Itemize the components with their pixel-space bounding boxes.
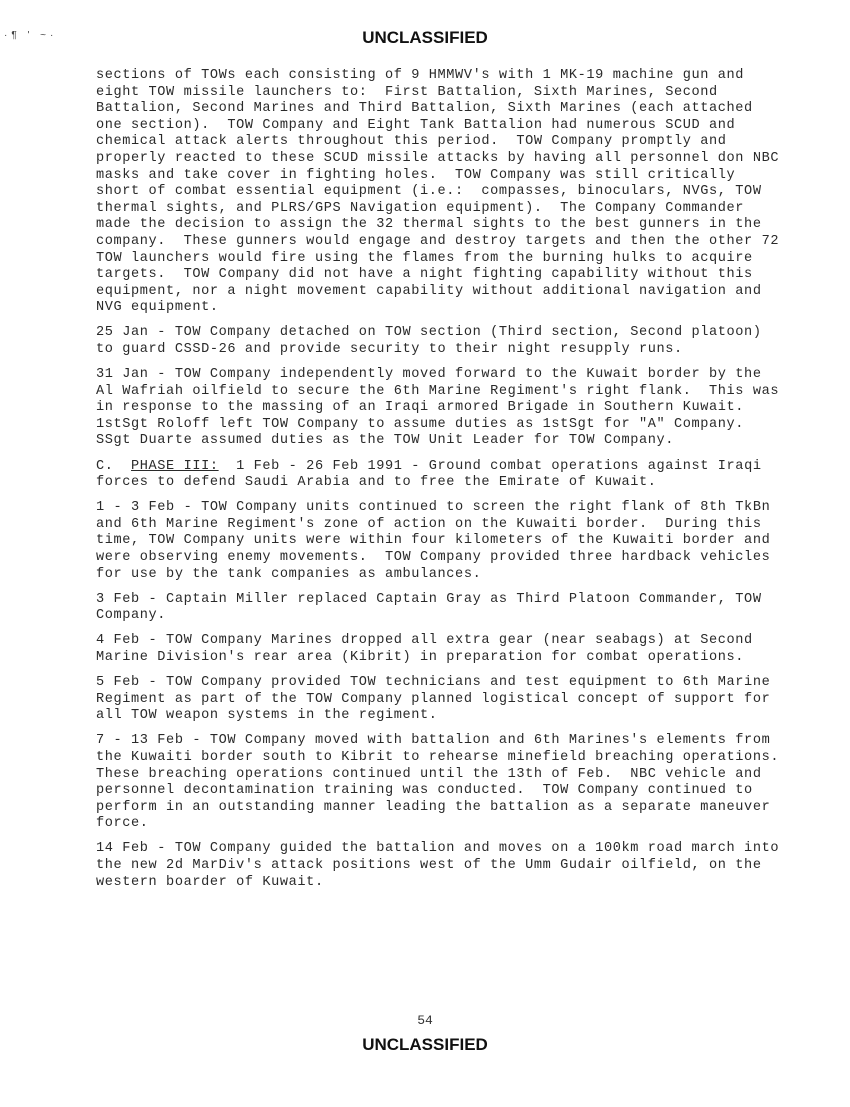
document-body — [96, 68, 816, 900]
text-line: personnel decontamination training was conducted. TOW Company continued to — [96, 783, 753, 799]
text-line: sections of TOWs each consisting of 9 HMMWV's with 1 MK-19 machine gun and — [96, 68, 745, 83]
text-line: 25 Jan - TOW Company detached on TOW section (Third section, Second platoon) — [96, 325, 762, 341]
text-line: Company. — [96, 608, 167, 624]
paragraph — [96, 367, 816, 450]
text-line: 1 - 3 Feb - TOW Company units continued to screen the right flank of 8th TkBn — [96, 500, 771, 516]
paragraph — [96, 733, 816, 833]
text-line: the Kuwaiti border south to Kibrit to rehearse minefield breaching operations. — [96, 749, 780, 765]
paragraph — [96, 325, 816, 358]
text-line: 31 Jan - TOW Company independently moved forward to the Kuwait border by the — [96, 367, 762, 383]
text-line: perform in an outstanding manner leading the battalion as a separate maneuver — [96, 799, 771, 815]
text-line: for use by the tank companies as ambulances. — [96, 566, 482, 582]
text-line: time, TOW Company units were within four kilometers of the Kuwaiti border and — [96, 533, 771, 549]
page-number: 54 — [417, 1013, 433, 1028]
paragraph — [96, 841, 816, 891]
text-line: NVG equipment. — [96, 300, 219, 316]
header-classification: UNCLASSIFIED — [362, 28, 488, 47]
text-line: SSgt Duarte assumed duties as the TOW Unit Leader for TOW Company. — [96, 433, 674, 449]
text-line: were observing enemy movements. TOW Company provided three hardback vehicles — [96, 550, 771, 566]
text-line: made the decision to assign the 32 thermal sights to the best gunners in the — [96, 217, 762, 233]
footer-classification: UNCLASSIFIED — [362, 1035, 488, 1054]
text-line: 5 Feb - TOW Company provided TOW technicians and test equipment to 6th Marine — [96, 675, 771, 691]
text-line: properly reacted to these SCUD missile attacks by having all personnel don NBC — [96, 150, 780, 166]
phase-paragraph — [96, 459, 816, 492]
text-line: eight TOW missile launchers to: First Battalion, Sixth Marines, Second — [96, 84, 718, 100]
text-line: Al Wafriah oilfield to secure the 6th Marine Regiment's right flank. This was — [96, 383, 780, 399]
text-line: and 6th Marine Regiment's zone of action on the Kuwaiti border. During this — [96, 516, 762, 532]
text-line: short of combat essential equipment (i.e.: compasses, binoculars, NVGs, TOW — [96, 184, 762, 200]
text-line: western boarder of Kuwait. — [96, 874, 324, 890]
paragraph — [96, 68, 816, 317]
scan-artifact-marks: ·¶ ' ~· — [4, 30, 58, 41]
text-line: 3 Feb - Captain Miller replaced Captain Gray as Third Platoon Commander, TOW — [96, 591, 762, 607]
text-line: masks and take cover in fighting holes. TOW Company was still critically — [96, 167, 736, 183]
text-line: all TOW weapon systems in the regiment. — [96, 708, 438, 724]
text-line: company. These gunners would engage and destroy targets and then the other 72 — [96, 233, 780, 249]
text-line: Battalion, Second Marines and Third Battalion, Sixth Marines (each attached — [96, 101, 753, 117]
paragraph — [96, 592, 816, 625]
phase-heading: PHASE III: — [131, 458, 219, 474]
text-line: the new 2d MarDiv's attack positions west of the Umm Gudair oilfield, on the — [96, 858, 762, 874]
text-line: to guard CSSD-26 and provide security to their night resupply runs. — [96, 342, 683, 357]
paragraph — [96, 500, 816, 583]
text-line: 1stSgt Roloff left TOW Company to assume duties as 1stSgt for "A" Company. — [96, 416, 745, 432]
phase-text-line: forces to defend Saudi Arabia and to free the Emirate of Kuwait. — [96, 475, 657, 491]
text-line: one section). TOW Company and Eight Tank Battalion had numerous SCUD and — [96, 117, 736, 133]
text-line: equipment, nor a night movement capability without additional navigation and — [96, 283, 762, 299]
paragraph — [96, 675, 816, 725]
phase-prefix: C. — [96, 458, 132, 474]
text-line: 7 - 13 Feb - TOW Company moved with battalion and 6th Marines's elements from — [96, 733, 771, 749]
text-line: thermal sights, and PLRS/GPS Navigation equipment). The Company Commander — [96, 200, 745, 216]
text-line: force. — [96, 816, 149, 832]
phase-text: 1 Feb - 26 Feb 1991 - Ground combat operations against Iraqi — [218, 458, 762, 474]
text-line: TOW launchers would fire using the flames from the burning hulks to acquire — [96, 250, 753, 266]
paragraph — [96, 633, 816, 666]
text-line: These breaching operations continued until the 13th of Feb. NBC vehicle and — [96, 766, 762, 782]
text-line: Marine Division's rear area (Kibrit) in preparation for combat operations. — [96, 650, 745, 665]
text-line: targets. TOW Company did not have a night fighting capability without this — [96, 267, 753, 283]
text-line: 14 Feb - TOW Company guided the battalion and moves on a 100km road march into — [96, 841, 780, 857]
text-line: 4 Feb - TOW Company Marines dropped all extra gear (near seabags) at Second — [96, 633, 753, 649]
text-line: Regiment as part of the TOW Company planned logistical concept of support for — [96, 691, 771, 707]
text-line: chemical attack alerts throughout this period. TOW Company promptly and — [96, 134, 727, 150]
text-line: in response to the massing of an Iraqi armored Brigade in Southern Kuwait. — [96, 400, 745, 416]
